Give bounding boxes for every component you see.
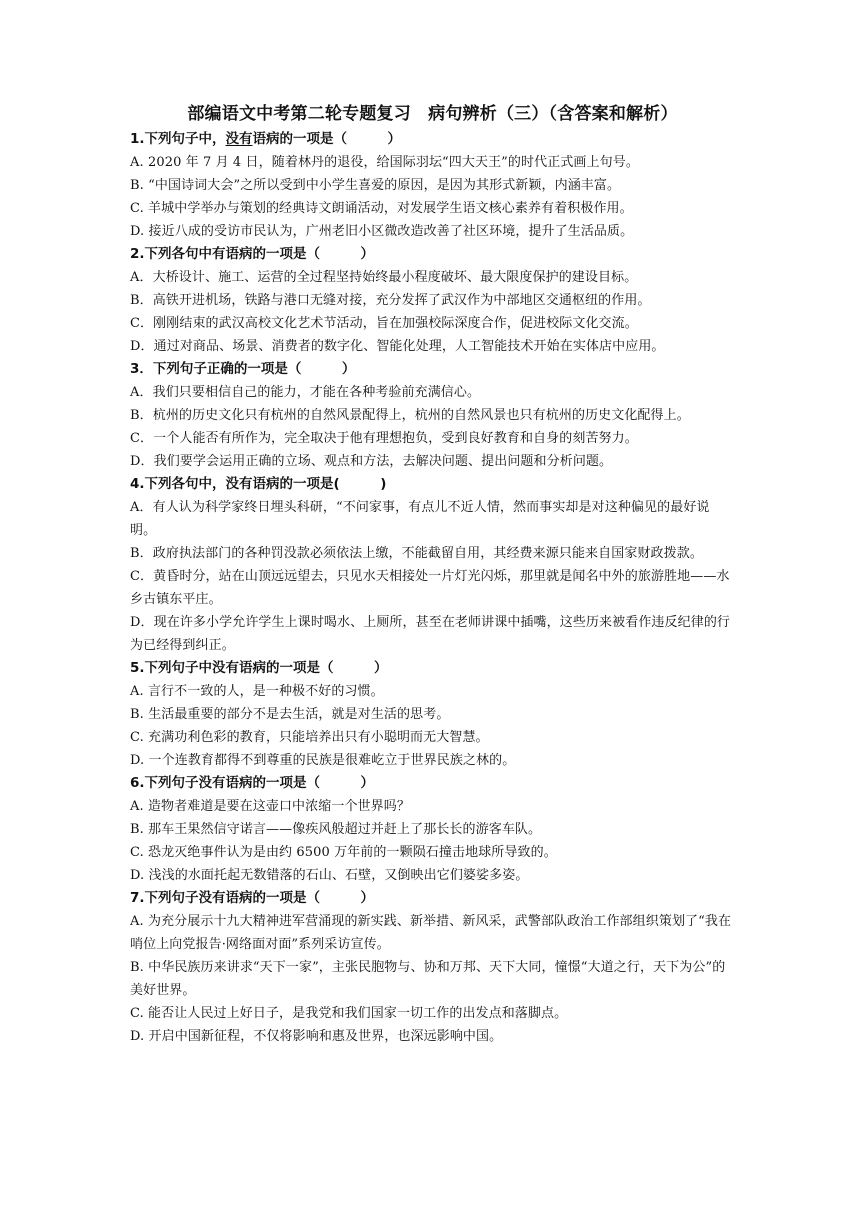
question-stem: 6.下列句子没有语病的一项是（ ） xyxy=(130,775,375,791)
option-a: A. 2020 年 7 月 4 日，随着林丹的退役，给国际羽坛“四大天王”的时代正式画上句号。 xyxy=(130,155,639,170)
option-c: C．一个人能否有所作为，完全取决于他有理想抱负，受到良好教育和自身的刻苦努力。 xyxy=(130,431,638,446)
option-c: C．刚刚结束的武汉高校文化艺术节活动，旨在加强校际深度合作，促进校际文化交流。 xyxy=(130,316,638,331)
question-stem: 5.下列句子中没有语病的一项是（ ） xyxy=(130,660,388,676)
option-a: A．有人认为科学家终日埋头科研，“不问家事，有点儿不近人情，然而事实却是对这种偏见的最好说明。 xyxy=(130,500,710,538)
question-stem-prefix: 1.下列句子中， xyxy=(130,131,226,147)
question-stem: 2.下列各句中有语病的一项是（ ） xyxy=(130,246,375,262)
option-d: D．我们要学会运用正确的立场、观点和方法，去解决问题、提出问题和分析问题。 xyxy=(130,454,613,469)
option-d: D. 一个连教育都得不到尊重的民族是很难屹立于世界民族之林的。 xyxy=(130,753,516,768)
option-a: A．我们只要相信自己的能力，才能在各种考验前充满信心。 xyxy=(130,385,481,400)
option-a: A. 造物者难道是要在这壶口中浓缩一个世界吗？ xyxy=(130,799,410,814)
question-stem-underlined: 没有 xyxy=(225,131,253,147)
question-stem: 4.下列各句中，没有语病的一项是( ) xyxy=(130,476,387,492)
question-4 xyxy=(130,473,735,657)
option-a: A. 言行不一致的人，是一种极不好的习惯。 xyxy=(130,684,384,699)
option-b: B. 那车王果然信守诺言——像疾风般超过并赶上了那长长的游客车队。 xyxy=(130,822,542,837)
option-d: D. 浅浅的水面托起无数错落的石山、石壁，又倒映出它们婆娑多姿。 xyxy=(130,868,529,883)
document-title: 部编语文中考第二轮专题复习 病句辨析（三）（含答案和解析） xyxy=(187,104,678,124)
question-stem: 3．下列句子正确的一项是（ ） xyxy=(130,361,356,377)
option-b: B．杭州的历史文化只有杭州的自然风景配得上，杭州的自然风景也只有杭州的历史文化配得上。 xyxy=(130,408,690,423)
option-b: B．政府执法部门的各种罚没款必须依法上缴，不能截留自用，其经费来源只能来自国家财政拨款。 xyxy=(130,546,703,561)
option-c: C. 恐龙灭绝事件认为是由约 6500 万年前的一颗陨石撞击地球所导致的。 xyxy=(130,845,557,860)
option-d: D. 开启中国新征程，不仅将影响和惠及世界，也深远影响中国。 xyxy=(130,1029,503,1044)
option-b: B. “中国诗词大会”之所以受到中小学生喜爱的原因，是因为其形式新颖，内涵丰富。 xyxy=(130,178,621,193)
option-c: C. 羊城中学举办与策划的经典诗文朗诵活动，对发展学生语文核心素养有着积极作用。 xyxy=(130,201,633,216)
option-b: B．高铁开进机场，铁路与港口无缝对接，充分发挥了武汉作为中部地区交通枢纽的作用。 xyxy=(130,293,651,308)
document-page xyxy=(130,100,735,1048)
question-stem-suffix: 语病的一项是（ ） xyxy=(252,131,402,147)
question-7 xyxy=(130,887,735,1048)
question-3 xyxy=(130,358,735,473)
option-d: D. 接近八成的受访市民认为，广州老旧小区微改造改善了社区环境，提升了生活品质。 xyxy=(130,224,634,239)
question-stem: 7.下列句子没有语病的一项是（ ） xyxy=(130,890,375,906)
question-2 xyxy=(130,243,735,358)
question-1 xyxy=(130,128,735,243)
option-c: C. 充满功利色彩的教育，只能培养出只有小聪明而无大智慧。 xyxy=(130,730,489,745)
option-b: B. 中华民族历来讲求“天下一家”，主张民胞物与、协和万邦、天下大同，憧憬“大道之行，天下为公”的美好世界。 xyxy=(130,960,726,998)
option-c: C．黄昏时分，站在山顶远远望去，只见水天相接处一片灯光闪烁，那里就是闻名中外的旅游胜地——水乡古镇东平庄。 xyxy=(130,569,730,607)
option-c: C. 能否让人民过上好日子，是我党和我们国家一切工作的出发点和落脚点。 xyxy=(130,1006,568,1021)
option-a: A. 为充分展示十九大精神进军营涌现的新实践、新举措、新风采，武警部队政治工作部组织策划了“我在哨位上向党报告·网络面对面”系列采访宣传。 xyxy=(130,914,732,952)
question-6 xyxy=(130,772,735,887)
question-5 xyxy=(130,657,735,772)
option-d: D．通过对商品、场景、消费者的数字化、智能化处理，人工智能技术开始在实体店中应用。 xyxy=(130,339,665,354)
option-b: B. 生活最重要的部分不是去生活，就是对生活的思考。 xyxy=(130,707,450,722)
question-stem xyxy=(130,128,735,151)
option-a: A．大桥设计、施工、运营的全过程坚持始终最小程度破坏、最大限度保护的建设目标。 xyxy=(130,270,638,285)
option-d: D．现在许多小学允许学生上课时喝水、上厕所，甚至在老师讲课中插嘴，这些历来被看作违反纪律的行为已经得到纠正。 xyxy=(130,615,731,653)
